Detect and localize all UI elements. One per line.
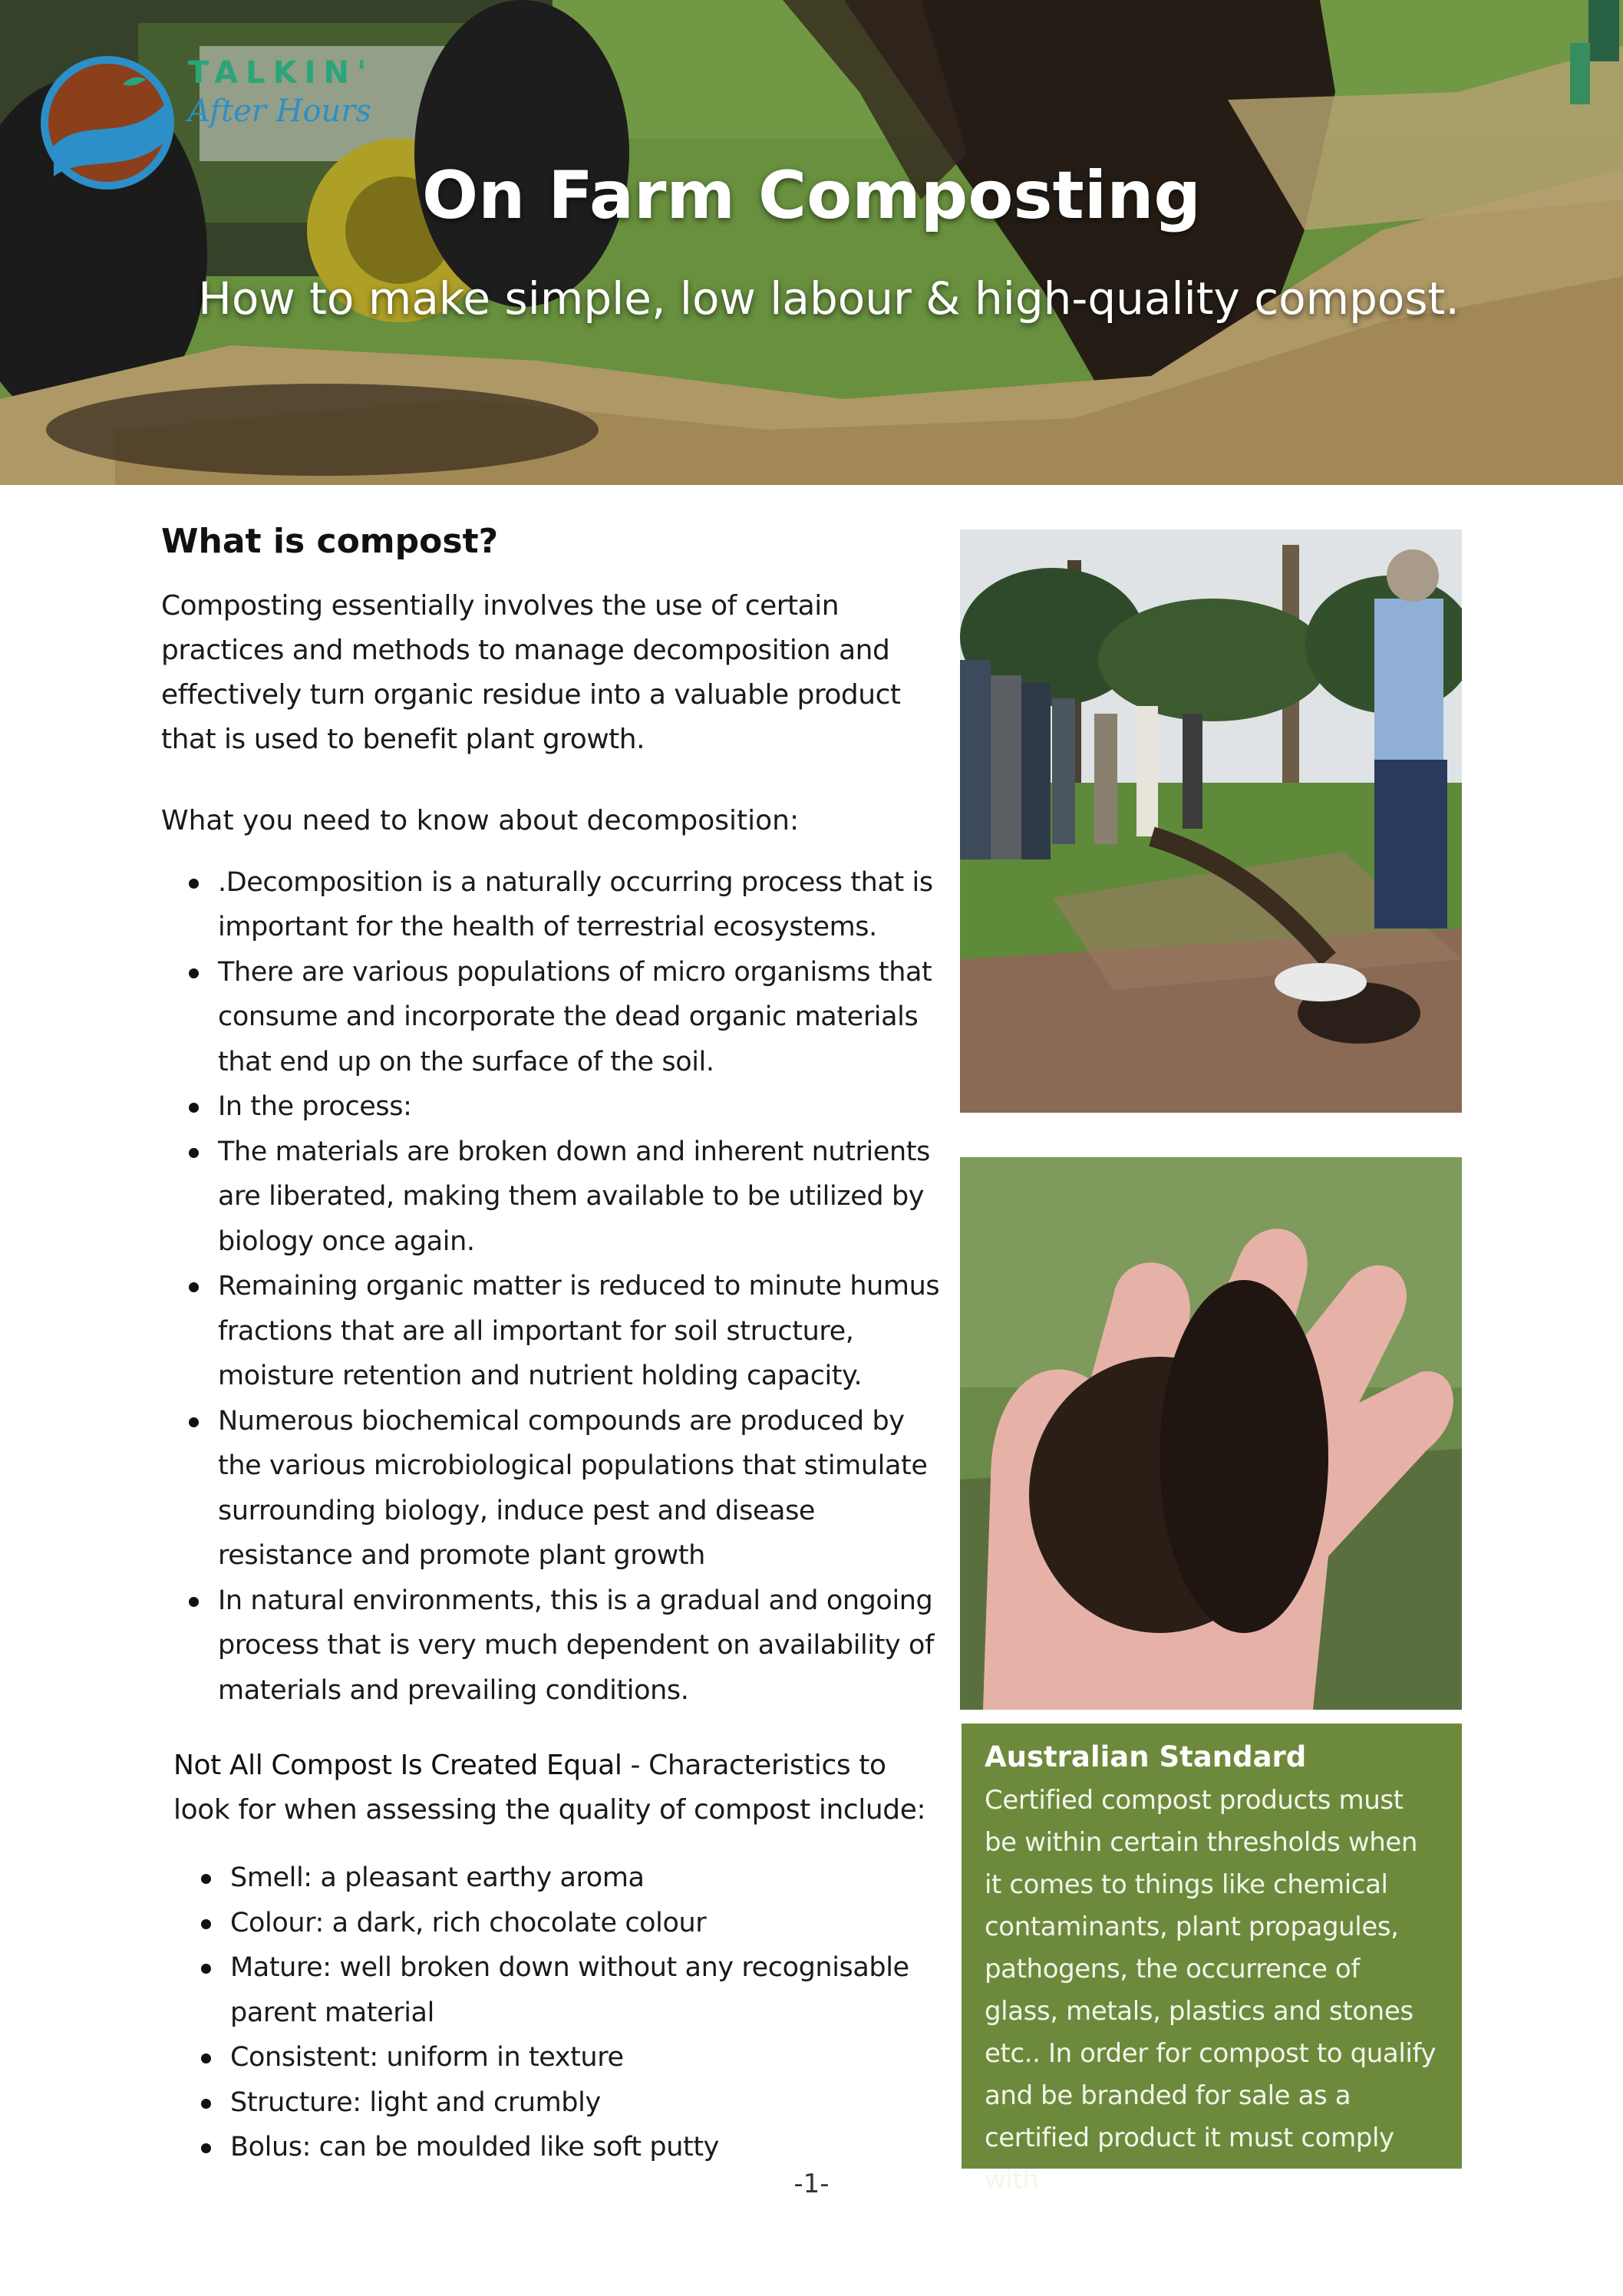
decomposition-list [161,860,944,1714]
list-item: .Decomposition is a naturally occurring process that is important for the health of terrestrial ecosystems. [161,860,944,950]
page-title: On Farm Composting [422,157,1201,234]
compost-in-hand-photo [960,1157,1462,1710]
list-item: Consistent: uniform in texture [161,2035,944,2080]
workshop-photo [960,529,1462,1113]
logo-tagline: After Hours [188,94,371,129]
list-item: Colour: a dark, rich chocolate colour [161,1901,944,1946]
page-subtitle: How to make simple, low labour & high-quality compost. [198,272,1460,325]
list-item: Remaining organic matter is reduced to minute humus fractions that are all important for soil structure, moisture retention and nutrient holding capacity. [161,1264,944,1399]
standard-reference: Australian Standard 4454. [1046,2165,1381,2195]
list-item: In natural environments, this is a gradual and ongoing process that is very much dependent on availability of materials and prevailing conditions. [161,1578,944,1714]
list-item: Structure: light and crumbly [161,2080,944,2126]
list-item: In the process: [161,1084,944,1130]
hero-banner [0,0,1623,485]
list-item: There are various populations of micro organisms that consume and incorporate the dead organic materials that end up on the surface of the soil. [161,950,944,1085]
list-item: Bolus: can be moulded like soft putty [161,2125,944,2170]
section-heading: What is compost? [161,522,499,561]
standard-title: Australian Standard [985,1740,1307,1773]
logo-wordmark: TALKIN' [188,55,374,91]
page-number: -1- [793,2169,830,2199]
main-content [161,522,944,2170]
quality-intro-text: - Characteristics to look for when assessing the quality of compost include: [173,1750,926,1826]
intro-paragraph: Composting essentially involves the use of certain practices and methods to manage decomposition and effectively turn organic residue into a valuable product that is used to benefit plant growth. [161,589,901,755]
australian-standard-box [962,1724,1462,2195]
quality-list [161,1856,944,2170]
standard-body [985,1780,1439,2202]
decomposition-heading: What you need to know about decomposition: [161,804,800,836]
quality-intro [173,1743,944,1833]
list-item: Numerous biochemical compounds are produced by the various microbiological populations that stimulate surrounding biology, induce pest and disease resistance and promote plant growth [161,1399,944,1578]
list-item: Smell: a pleasant earthy aroma [161,1856,944,1901]
list-item: Mature: well broken down without any recognisable parent material [161,1945,944,2035]
list-item: The materials are broken down and inherent nutrients are liberated, making them available to be utilized by biology once again. [161,1130,944,1265]
quality-label: Not All Compost Is Created Equal [173,1750,622,1782]
standard-body-text: Certified compost products must be within certain thresholds when it comes to things like chemical contaminants, plant propagules, pathogens, the occurrence of glass, metals, plastics and stones etc.. In order for compost to qualify and be branded for sale as a certified product it must comply with [985,1785,1437,2195]
